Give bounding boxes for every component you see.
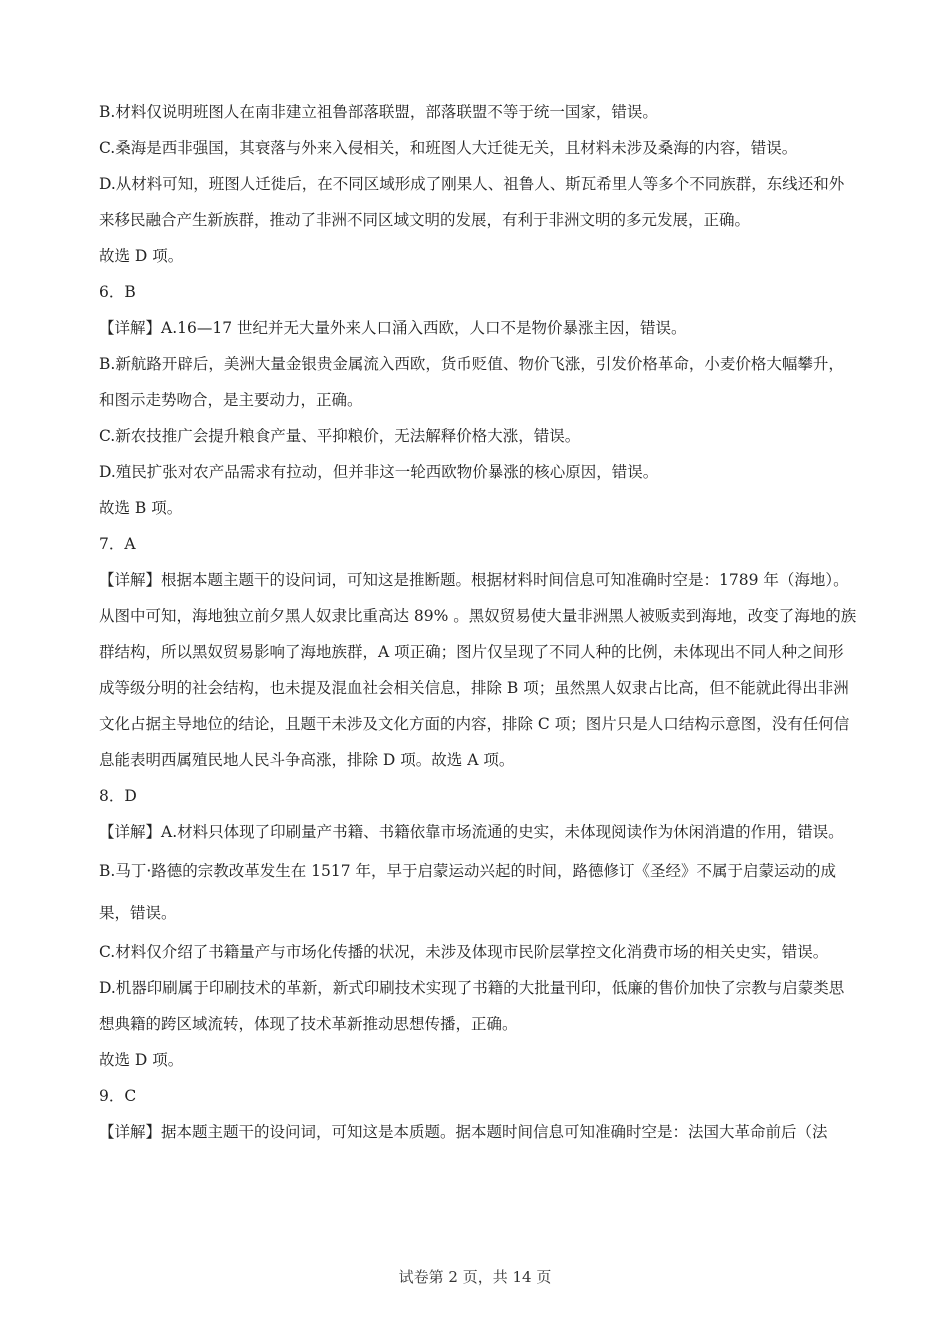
paragraph: 故选 D 项。 bbox=[99, 1051, 184, 1069]
paragraph: 故选 B 项。 bbox=[99, 499, 183, 517]
paragraph: C.材料仅介绍了书籍量产与市场化传播的状况，未涉及体现市民阶层掌控文化消费市场的相关史实，错误。 bbox=[99, 943, 829, 961]
paragraph: C.桑海是西非强国，其衰落与外来入侵相关，和班图人大迁徙无关，且材料未涉及桑海的内容，错误。 bbox=[99, 139, 798, 157]
paragraph: B.新航路开辟后，美洲大量金银贵金属流入西欧，货币贬值、物价飞涨，引发价格革命，小麦价格大幅攀升，和图示走势吻合，是主要动力，正确。 bbox=[99, 355, 844, 409]
question-number: 6．B bbox=[99, 283, 136, 301]
paragraph: D.机器印刷属于印刷技术的革新，新式印刷技术实现了书籍的大批量刊印，低廉的售价加快了宗教与启蒙类思想典籍的跨区域流转，体现了技术革新推动思想传播，正确。 bbox=[99, 979, 845, 1033]
question-number: 9．C bbox=[99, 1087, 137, 1105]
paragraph: 【详解】A.材料只体现了印刷量产书籍、书籍依靠市场流通的史实，未体现阅读作为休闲消遣的作用，错误。 bbox=[99, 823, 844, 841]
question-number: 8．D bbox=[99, 787, 137, 805]
paragraph: C.新农技推广会提升粮食产量、平抑粮价，无法解释价格大涨，错误。 bbox=[99, 427, 581, 445]
question-number: 7．A bbox=[99, 535, 136, 553]
paragraph: 【详解】根据本题主题干的设问词，可知这是推断题。根据材料时间信息可知准确时空是：1789 年（海地）。从图中可知，海地独立前夕黑人奴隶比重高达 89% 。黑奴贸易使大量非洲黑人被贩卖到海地，改变了海地的族群结构，所以黑奴贸易影响了海地族群，A 项正确；图片仅呈现了不同人种的比例，未体现出不同人种之间形成等级分明的社会结构，也未提及混血社会相关信息，排除 B 项；虽然黑人奴隶占比高，但不能就此得出非洲文化占据主导地位的结论，且题干未涉及文化方面的内容，排除 C 项；图片只是人口结构示意图，没有任何信息能表明西属殖民地人民斗争高涨，排除 D 项。故选 A 项。 bbox=[99, 571, 857, 769]
page-footer: 试卷第 2 页，共 14 页 bbox=[398, 1268, 552, 1286]
paragraph: 【详解】A.16—17 世纪并无大量外来人口涌入西欧，人口不是物价暴涨主因，错误。 bbox=[99, 319, 687, 337]
paragraph: B.马丁·路德的宗教改革发生在 1517 年，早于启蒙运动兴起的时间，路德修订《圣经》不属于启蒙运动的成果，错误。 bbox=[99, 862, 837, 922]
paragraph: D.殖民扩张对农产品需求有拉动，但并非这一轮西欧物价暴涨的核心原因，错误。 bbox=[99, 463, 659, 481]
answer-explanations bbox=[99, 94, 859, 1150]
paragraph: D.从材料可知，班图人迁徙后，在不同区域形成了刚果人、祖鲁人、斯瓦希里人等多个不同族群，东线还和外来移民融合产生新族群，推动了非洲不同区域文明的发展，有利于非洲文明的多元发展，正确。 bbox=[99, 175, 845, 229]
paragraph: B.材料仅说明班图人在南非建立祖鲁部落联盟，部落联盟不等于统一国家，错误。 bbox=[99, 103, 658, 121]
paragraph: 故选 D 项。 bbox=[99, 247, 184, 265]
paragraph: 【详解】据本题主题干的设问词，可知这是本质题。据本题时间信息可知准确时空是：法国大革命前后（法 bbox=[99, 1123, 828, 1141]
